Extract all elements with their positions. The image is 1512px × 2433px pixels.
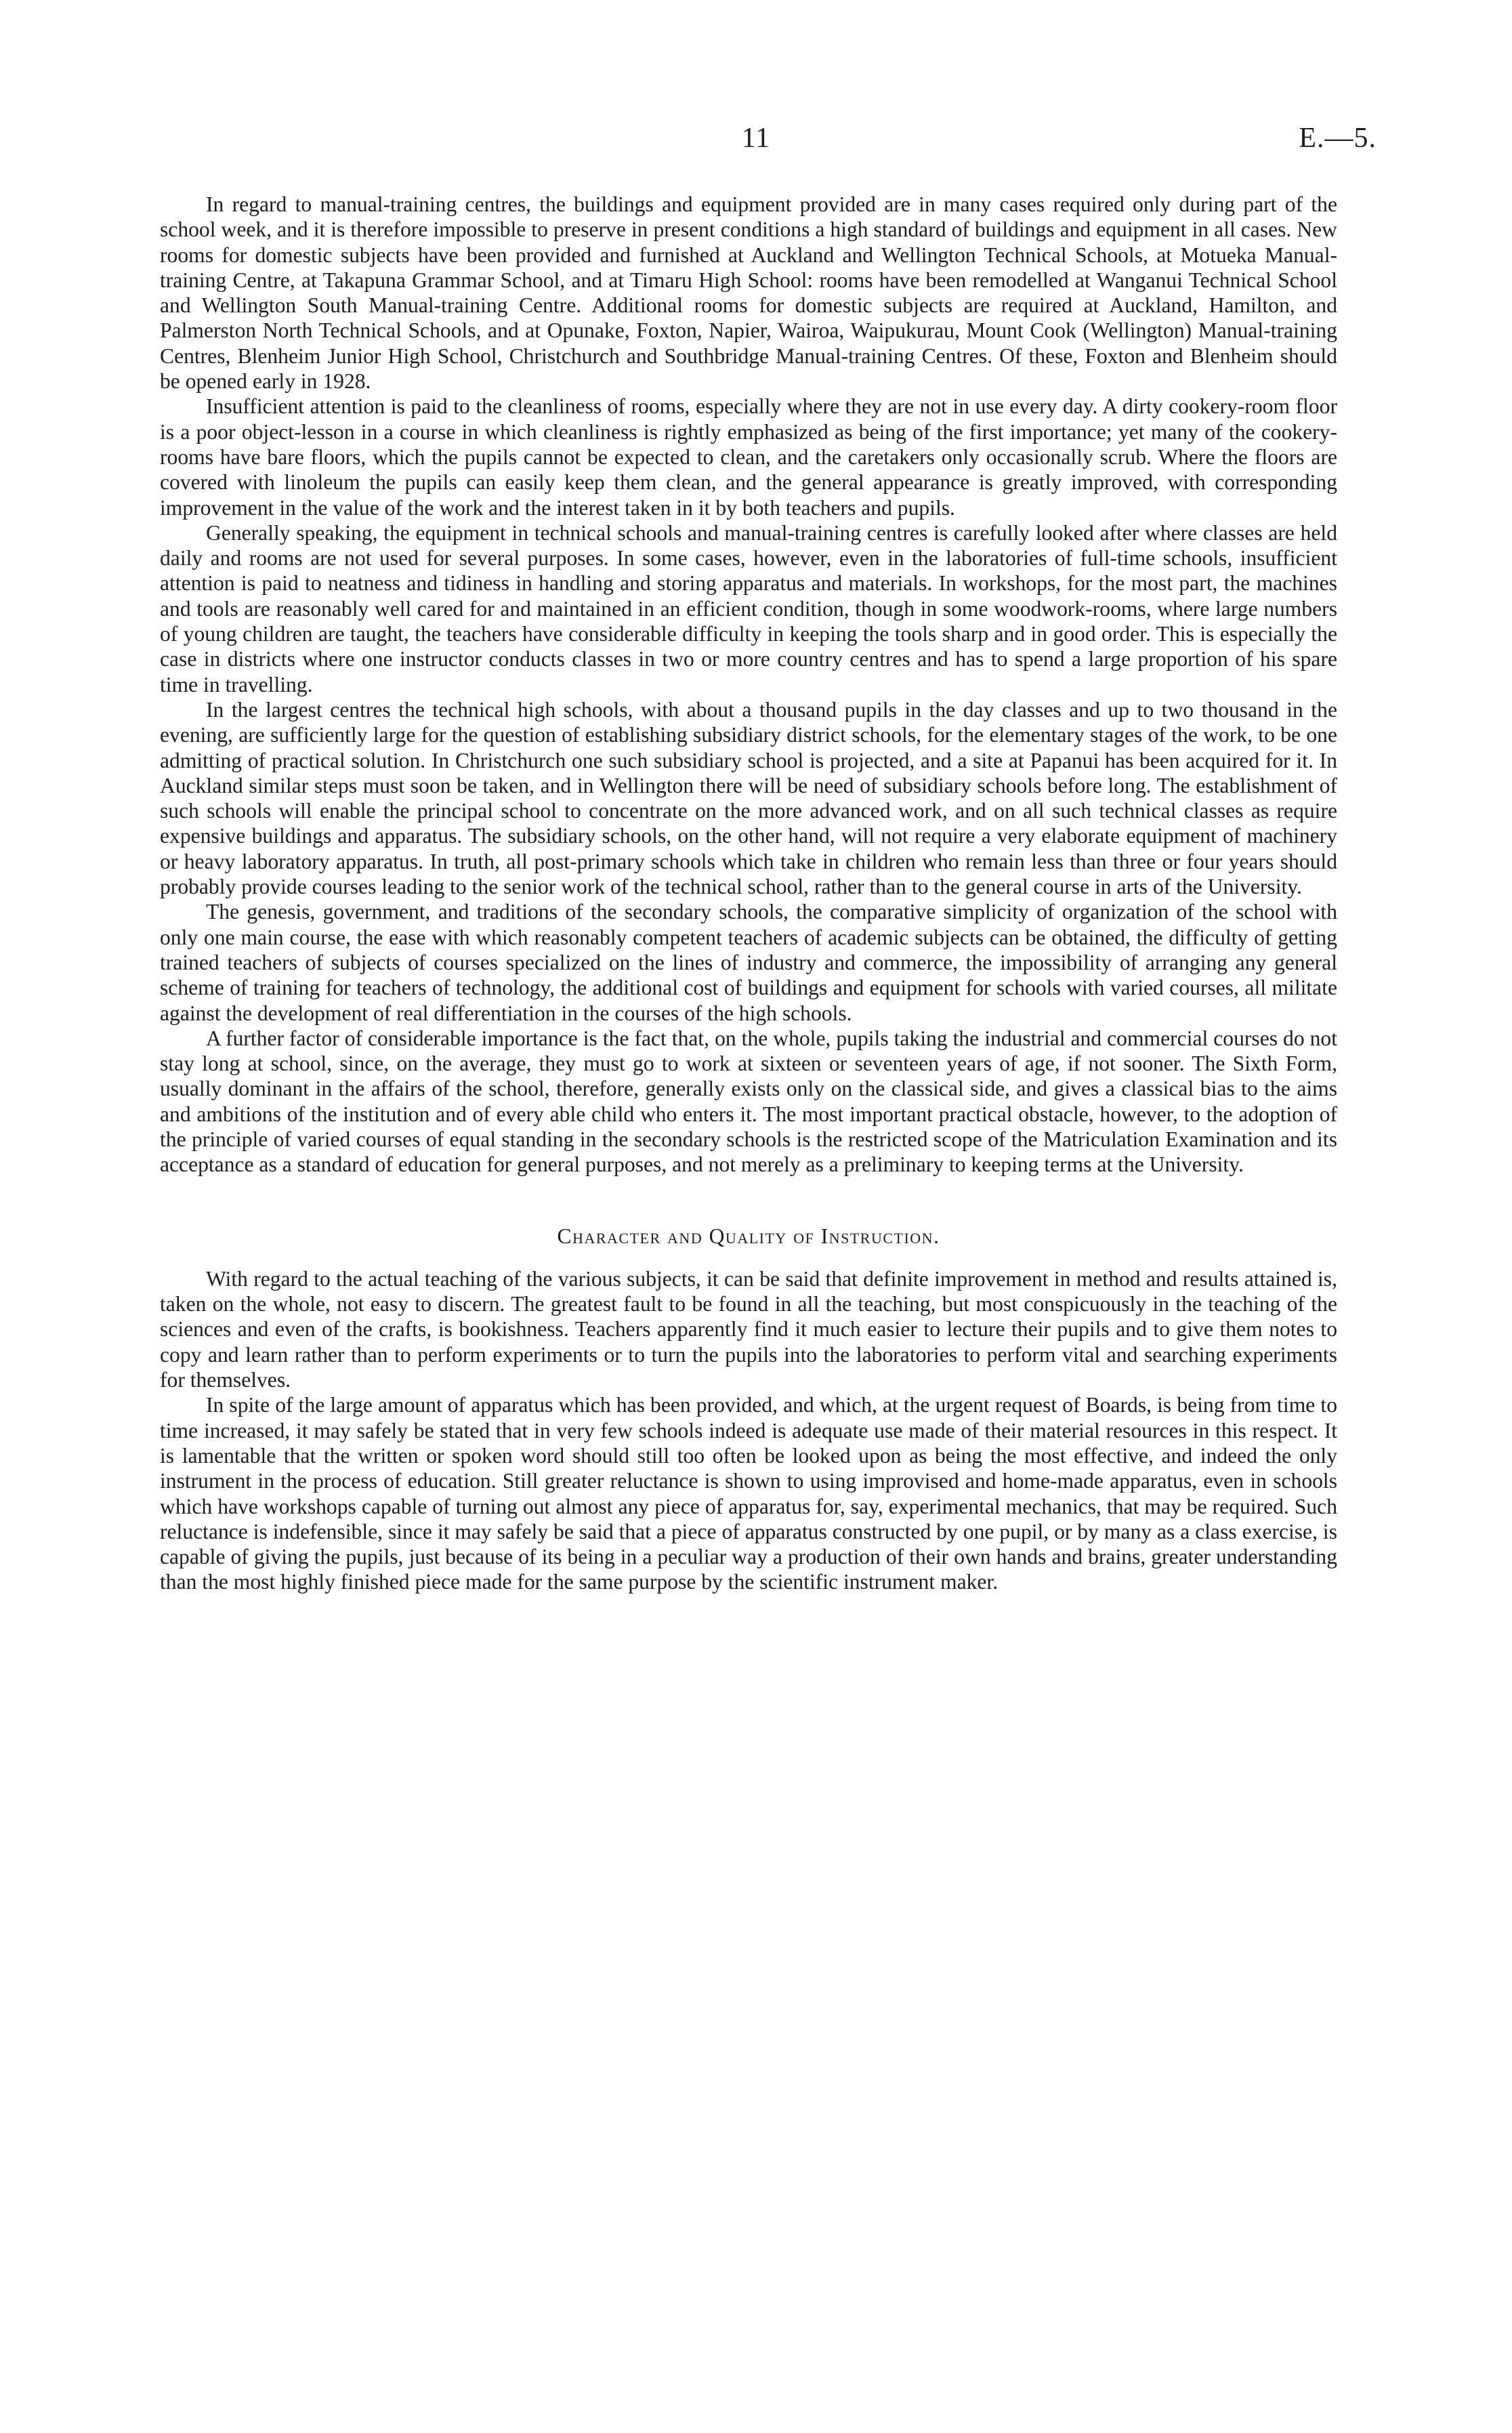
body-text — [160, 192, 1337, 1595]
paragraph-subsidiary-schools: In the largest centres the technical high schools, with about a thousand pupils in the day classes and up to two thousand in the evening, are sufficiently large for the question of establishing subsidiary district schools, for the elementary stages of the work, to be one admitting of practical solution. In Christchurch one such subsidiary school is projected, and a site at Papanui has been acquired for it. In Auckland similar steps must soon be taken, and in Wellington there will be need of subsidiary schools before long. The establishment of such schools will enable the principal school to concentrate on the more advanced work, and on all such technical classes as require expensive buildings and apparatus. The subsidiary schools, on the other hand, will not require a very elaborate equipment of machinery or heavy laboratory apparatus. In truth, all post-primary schools which take in children who remain less than three or four years should probably provide courses leading to the senior work of the technical school, rather than to the general course in arts of the University. — [160, 697, 1337, 899]
paragraph-equipment-care: Generally speaking, the equipment in technical schools and manual-training centres is carefully looked after where classes are held daily and rooms are not used for several purposes. In some cases, however, even in the laboratories of full-time schools, insufficient attention is paid to neatness and tidiness in handling and storing apparatus and materials. In workshops, for the most part, the machines and tools are reasonably well cared for and maintained in an efficient condition, though in some woodwork-rooms, where large numbers of young children are taught, the teachers have considerable difficulty in keeping the tools sharp and in good order. This is especially the case in districts where one instructor conducts classes in two or more country centres and has to spend a large proportion of his spare time in travelling. — [160, 520, 1337, 696]
paragraph-teaching-quality: With regard to the actual teaching of the various subjects, it can be said that definite improvement in method and results attained is, taken on the whole, not easy to discern. The greatest fault to be found in all the teaching, but most conspicuously in the teaching of the sciences and even of the crafts, is bookishness. Teachers apparently find it much easier to lecture their pupils and to give them notes to copy and learn rather than to perform experiments or to turn the pupils into the laboratories to perform vital and searching experiments for themselves. — [160, 1266, 1337, 1392]
page-number: 11 — [741, 123, 771, 154]
page-reference: E.—5. — [1299, 123, 1377, 154]
section-heading: Character and Quality of Instruction. — [557, 1224, 940, 1248]
paragraph-secondary-schools: The genesis, government, and traditions of the secondary schools, the comparative simplicity of organization of the school with only one main course, the ease with which reasonably competent teachers of academic subjects can be obtained, the difficulty of getting trained teachers of subjects of courses specialized on the lines of industry and commerce, the impossibility of arranging any general scheme of training for teachers of technology, the additional cost of buildings and equipment for schools with varied courses, all militate against the development of real differentiation in the courses of the high schools. — [160, 900, 1337, 1025]
paragraph-further-factor: A further factor of considerable importance is the fact that, on the whole, pupils taking the industrial and commercial courses do not stay long at school, since, on the average, they must go to work at sixteen or seventeen years of age, if not sooner. The Sixth Form, usually dominant in the affairs of the school, therefore, generally exists only on the classical side, and gives a classical bias to the aims and ambitions of the institution and of every able child who enters it. The most important practical obstacle, however, to the adoption of the principle of varied courses of equal standing in the secondary schools is the restricted scope of the Matriculation Examination and its acceptance as a standard of education for general purposes, and not merely as a preliminary to keeping terms at the University. — [160, 1026, 1337, 1177]
paragraph-cleanliness: Insufficient attention is paid to the cleanliness of rooms, especially where they are not in use every day. A dirty cookery-room floor is a poor object-lesson in a course in which cleanliness is rightly emphasized as being of the first importance; yet many of the cookery-rooms have bare floors, which the pupils cannot be expected to clean, and the caretakers only occasionally scrub. Where the floors are covered with linoleum the pupils can easily keep them clean, and the general appearance is greatly improved, with corresponding improvement in the value of the work and the interest taken in it by both teachers and pupils. — [160, 394, 1337, 520]
paragraph-apparatus: In spite of the large amount of apparatus which has been provided, and which, at the urgent request of Boards, is being from time to time increased, it may safely be stated that in very few schools indeed is adequate use made of their material resources in this respect. It is lamentable that the written or spoken word should still too often be looked upon as being the most effective, and indeed the only instrument in the process of education. Still greater reluctance is shown to using improvised and home-made apparatus, even in schools which have workshops capable of turning out almost any piece of apparatus for, say, experimental mechanics, that may be required. Such reluctance is indefensible, since it may safely be said that a piece of apparatus constructed by one pupil, or by many as a class exercise, is capable of giving the pupils, just because of its being in a peculiar way a production of their own hands and brains, greater understanding than the most highly finished piece made for the same purpose by the scientific instrument maker. — [160, 1393, 1337, 1594]
paragraph-manual-training-centres: In regard to manual-training centres, the buildings and equipment provided are in many cases required only during part of the school week, and it is therefore impossible to preserve in present conditions a high standard of buildings and equipment in all cases. New rooms for domestic subjects have been provided and furnished at Auckland and Wellington Technical Schools, at Motueka Manual-training Centre, at Takapuna Grammar School, and at Timaru High School: rooms have been remodelled at Wanganui Technical School and Wellington South Manual-training Centre. Additional rooms for domestic subjects are required at Auckland, Hamilton, and Palmerston North Technical Schools, and at Opunake, Foxton, Napier, Wairoa, Waipukurau, Mount Cook (Wellington) Manual-training Centres, Blenheim Junior High School, Christchurch and Southbridge Manual-training Centres. Of these, Foxton and Blenheim should be opened early in 1928. — [160, 192, 1337, 394]
